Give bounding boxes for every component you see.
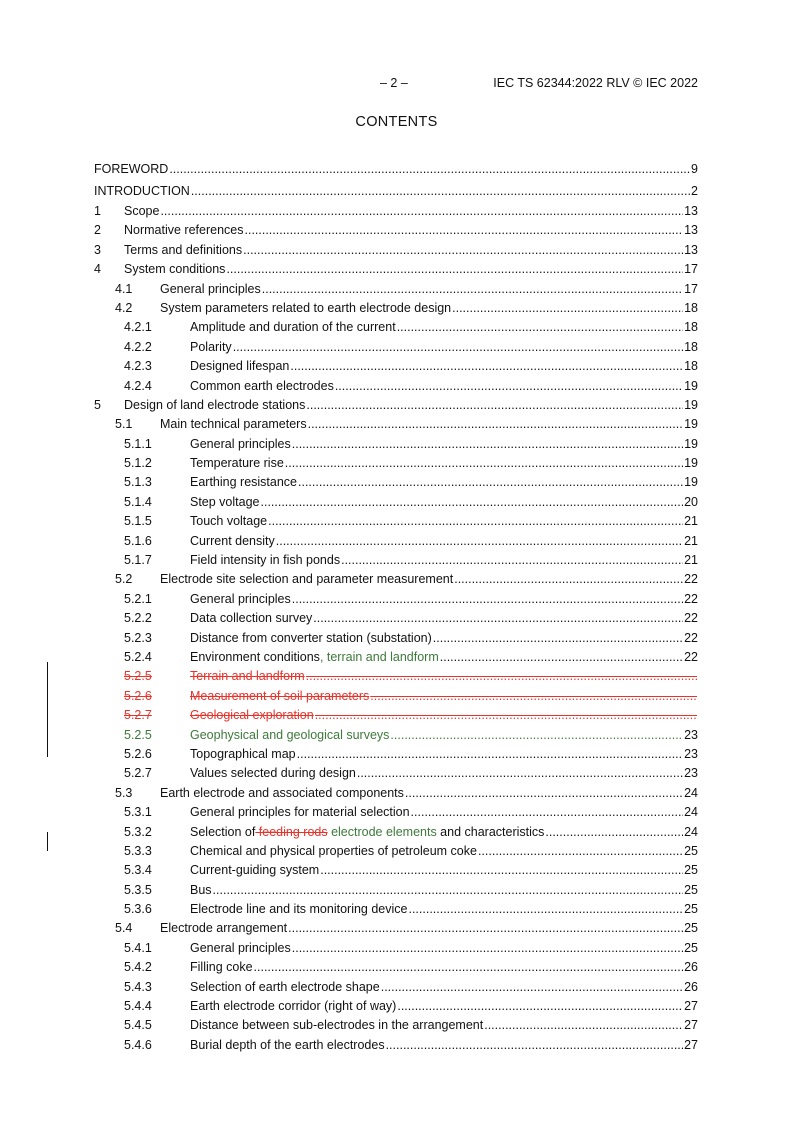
toc-entry-title: Current-guiding system xyxy=(190,863,320,878)
toc-entry-number: 5 xyxy=(94,397,101,412)
toc-entry[interactable] xyxy=(94,377,698,396)
toc-entry-number: 5.1.6 xyxy=(124,533,152,548)
toc-entry-label xyxy=(94,158,168,180)
toc-entry[interactable] xyxy=(94,823,698,842)
toc-entry[interactable] xyxy=(94,551,698,570)
toc-entry-label xyxy=(190,648,439,667)
toc-entry-title: Scope xyxy=(124,204,160,218)
toc-page-number: 18 xyxy=(684,339,698,354)
toc-leader-dots xyxy=(397,997,683,1016)
toc-leader-dots xyxy=(292,590,683,609)
toc-page-number: 18 xyxy=(684,300,698,315)
toc-entry[interactable] xyxy=(94,978,698,997)
toc-page-number: 22 xyxy=(684,572,698,587)
toc-entry-title: Measurement of soil parameters xyxy=(190,688,370,703)
toc-page-number: 20 xyxy=(684,494,698,509)
toc-entry-label xyxy=(190,745,296,764)
toc-leader-dots xyxy=(191,180,690,202)
toc-entry-label xyxy=(190,590,291,609)
toc-entry-title: General principles xyxy=(190,940,291,955)
toc-entry-title: General principles xyxy=(190,591,291,606)
toc-entry-title: Electrode arrangement xyxy=(160,921,288,936)
toc-leader-dots xyxy=(233,338,683,357)
toc-leader-dots xyxy=(268,512,683,531)
toc-entry-label xyxy=(190,629,432,648)
toc-page-number: 21 xyxy=(684,514,698,529)
toc-entry-label xyxy=(124,241,242,260)
toc-entry-number: 5.4.3 xyxy=(124,979,152,994)
toc-entry-label xyxy=(124,221,244,240)
toc-entry-number: 5.3.5 xyxy=(124,882,152,897)
toc-entry-number: 5.1.4 xyxy=(124,494,152,509)
toc-entry-title: General principles xyxy=(190,436,291,451)
toc-leader-dots xyxy=(276,532,683,551)
toc-page-number: 22 xyxy=(684,649,698,664)
toc-entry-title: Current density xyxy=(190,533,275,548)
toc-entry-title: Design of land electrode stations xyxy=(124,397,306,412)
toc-leader-dots xyxy=(433,629,683,648)
toc-entry-number: 4.2 xyxy=(115,300,133,315)
toc-entry-number: 3 xyxy=(94,242,101,257)
toc-entry-number: 5.2.3 xyxy=(124,630,152,645)
toc-leader-dots xyxy=(313,609,683,628)
toc-entry[interactable] xyxy=(94,396,698,415)
toc-entry-title: Terms and definitions xyxy=(124,242,243,257)
toc-leader-dots xyxy=(292,939,683,958)
toc-entry-number: 5.3 xyxy=(115,785,133,800)
toc-leader-dots xyxy=(411,803,684,822)
toc-entry[interactable] xyxy=(94,997,698,1016)
page-title: CONTENTS xyxy=(355,114,438,130)
toc-entry[interactable] xyxy=(94,338,698,357)
toc-leader-dots xyxy=(243,241,683,260)
toc-entry-title: Distance between sub-electrodes in the arrangement xyxy=(190,1018,484,1033)
toc-entry-title: Values selected during design xyxy=(190,766,356,781)
toc-entry-label xyxy=(190,1016,483,1035)
toc-entry-number: 5.4.6 xyxy=(124,1037,152,1052)
toc-leader-dots xyxy=(484,1016,683,1035)
toc-page-number: 25 xyxy=(684,921,698,936)
toc-entry[interactable] xyxy=(94,180,698,202)
toc-leader-dots xyxy=(285,454,683,473)
toc-entry[interactable] xyxy=(94,1036,698,1055)
toc-entry[interactable] xyxy=(94,745,698,764)
toc-page-number: 24 xyxy=(684,824,698,839)
toc-entry-label xyxy=(190,512,267,531)
toc-entry-title: System conditions xyxy=(124,262,226,277)
toc-entry-number: 4.2.3 xyxy=(124,359,152,374)
toc-entry[interactable] xyxy=(94,357,698,376)
toc-leader-dots xyxy=(297,745,683,764)
toc-leader-dots xyxy=(545,823,683,842)
toc-entry-title: General principles xyxy=(160,281,261,296)
toc-page-number: 17 xyxy=(684,281,698,296)
toc-entry-number: 5.2.1 xyxy=(124,591,152,606)
toc-entry[interactable] xyxy=(94,221,698,240)
toc-entry-label xyxy=(190,338,232,357)
toc-page-number: 9 xyxy=(691,162,698,176)
toc-entry-number: 2 xyxy=(94,223,101,238)
toc-entry-title: Bus xyxy=(190,882,212,897)
toc-page-number: 19 xyxy=(684,436,698,451)
toc-entry-title: Chemical and physical properties of petroleum coke xyxy=(190,843,477,858)
toc-entry-title: Terrain and landform xyxy=(190,669,305,684)
change-bar xyxy=(47,662,48,757)
toc-entry-number: 5.4 xyxy=(115,921,133,936)
toc-entry-title: Topographical map xyxy=(190,746,296,761)
toc-entry-title: Filling coke xyxy=(190,960,253,975)
toc-leader-dots xyxy=(226,260,683,279)
toc-entry-label xyxy=(190,1036,385,1055)
toc-entry-label xyxy=(190,958,253,977)
toc-entry-label xyxy=(190,764,356,783)
toc-entry[interactable] xyxy=(94,493,698,512)
toc-entry-number: 5.2.6 xyxy=(124,688,152,703)
toc-page-number: 26 xyxy=(684,960,698,975)
toc-entry-number: 5.1 xyxy=(115,417,133,432)
toc-entry[interactable] xyxy=(94,532,698,551)
toc-leader-dots xyxy=(454,570,683,589)
toc-entry-title: Electrode site selection and parameter measurement xyxy=(160,572,454,587)
toc-entry[interactable] xyxy=(94,512,698,531)
toc-entry-number: 5.2.6 xyxy=(124,746,152,761)
toc-entry-label xyxy=(160,570,453,589)
toc-entry[interactable] xyxy=(94,687,698,706)
toc-entry[interactable] xyxy=(94,280,698,299)
toc-entry-title: Touch voltage xyxy=(190,514,268,529)
toc-page-number: 26 xyxy=(684,979,698,994)
toc-entry-label xyxy=(190,823,544,842)
toc-page-number: 22 xyxy=(684,611,698,626)
toc-entry[interactable] xyxy=(94,473,698,492)
toc-page-number: 22 xyxy=(684,591,698,606)
toc-entry[interactable] xyxy=(94,299,698,318)
change-bar xyxy=(47,832,48,851)
toc-page-number: 23 xyxy=(684,746,698,761)
toc-entry-label xyxy=(160,280,261,299)
toc-entry[interactable] xyxy=(94,570,698,589)
toc-entry-label xyxy=(190,881,212,900)
toc-entry-number: 5.1.5 xyxy=(124,514,152,529)
toc-entry-title: Burial depth of the earth electrodes xyxy=(190,1037,385,1052)
toc-entry-title: Earth electrode corridor (right of way) xyxy=(190,999,397,1014)
toc-page-number: 18 xyxy=(684,320,698,335)
toc-entry-label xyxy=(190,842,477,861)
toc-entry-title: Amplitude and duration of the current xyxy=(190,320,396,335)
toc-entry-title: Selection of xyxy=(190,824,256,839)
toc-entry-number: 4.2.2 xyxy=(124,339,152,354)
toc-entry-number: 5.2 xyxy=(115,572,133,587)
toc-entry-number: 5.3.6 xyxy=(124,902,152,917)
toc-page-number: 27 xyxy=(684,999,698,1014)
toc-page-number: 13 xyxy=(684,204,698,218)
toc-entry[interactable] xyxy=(94,861,698,880)
toc-leader-dots xyxy=(357,764,683,783)
toc-entry-label xyxy=(190,803,410,822)
toc-entry-label xyxy=(190,939,291,958)
toc-entry-number: 5.4.1 xyxy=(124,940,152,955)
toc-entry-label xyxy=(190,978,380,997)
toc-entry[interactable] xyxy=(94,158,698,180)
toc-entry-title: General principles for material selection xyxy=(190,805,410,820)
toc-leader-dots xyxy=(254,958,684,977)
toc-entry[interactable] xyxy=(94,939,698,958)
toc-leader-dots xyxy=(308,415,683,434)
toc-entry-number: 5.2.5 xyxy=(124,669,152,684)
toc-entry[interactable] xyxy=(94,629,698,648)
toc-leader-dots xyxy=(335,377,683,396)
toc-entry[interactable] xyxy=(94,667,698,686)
toc-entry-label xyxy=(190,357,289,376)
toc-leader-dots xyxy=(290,357,683,376)
toc-entry-number: 5.3.4 xyxy=(124,863,152,878)
toc-page-number: 25 xyxy=(684,843,698,858)
toc-page-number: 24 xyxy=(684,785,698,800)
toc-page-number: 27 xyxy=(684,1018,698,1033)
toc-page-number: 13 xyxy=(684,242,698,257)
toc-entry-title: FOREWORD xyxy=(94,162,169,176)
toc-entry[interactable] xyxy=(94,241,698,260)
toc-page-number: 25 xyxy=(684,863,698,878)
toc-entry-label xyxy=(190,706,314,725)
toc-entry-label xyxy=(160,784,404,803)
toc-leader-dots xyxy=(381,978,683,997)
toc-entry-title: Polarity xyxy=(190,339,232,354)
toc-entry-label xyxy=(190,454,284,473)
toc-entry-title: Electrode line and its monitoring device xyxy=(190,902,408,917)
toc-entry-title: Geophysical and geological surveys xyxy=(190,727,390,742)
toc-page-number: 27 xyxy=(684,1037,698,1052)
toc-entry-number: 5.1.7 xyxy=(124,553,152,568)
toc-entry-number: 5.1.2 xyxy=(124,456,152,471)
toc-leader-dots xyxy=(245,221,684,240)
toc-entry-number: 4 xyxy=(94,262,101,277)
toc-entry-number: 5.4.4 xyxy=(124,999,152,1014)
toc-entry-number: 5.2.7 xyxy=(124,766,152,781)
toc-leader-dots xyxy=(341,551,683,570)
toc-entry-title: Data collection survey xyxy=(190,611,313,626)
toc-entry-number: 4.2.1 xyxy=(124,320,152,335)
toc-entry-label xyxy=(190,861,319,880)
toc-page-number: 19 xyxy=(684,397,698,412)
toc-leader-dots xyxy=(306,396,683,415)
toc-entry-title: Common earth electrodes xyxy=(190,378,334,393)
toc-entry-title: Earth electrode and associated components xyxy=(160,785,404,800)
toc-leader-dots xyxy=(261,493,684,512)
toc-entry-number: 4.1 xyxy=(115,281,133,296)
toc-page-number: 19 xyxy=(684,456,698,471)
toc-leader-dots xyxy=(408,900,683,919)
toc-entry[interactable] xyxy=(94,919,698,938)
toc-entry[interactable] xyxy=(94,318,698,337)
toc-entry[interactable] xyxy=(94,764,698,783)
toc-entry-label xyxy=(190,609,312,628)
page-number: – 2 – xyxy=(380,76,408,90)
toc-entry-number: 5.4.5 xyxy=(124,1018,152,1033)
toc-entry-label xyxy=(190,473,297,492)
toc-entry-number: 5.2.4 xyxy=(124,649,152,664)
toc-page-number: 22 xyxy=(684,630,698,645)
toc-page-number: 25 xyxy=(684,902,698,917)
toc-page-number: 25 xyxy=(684,882,698,897)
toc-entry-label xyxy=(190,726,389,745)
toc-entry-number: 5.3.2 xyxy=(124,824,152,839)
toc-entry-label xyxy=(190,900,407,919)
toc-entry-number: 5.2.5 xyxy=(124,727,152,742)
toc-page-number: 21 xyxy=(684,553,698,568)
toc-page-number: 19 xyxy=(684,378,698,393)
toc-leader-dots xyxy=(169,158,690,180)
toc-leader-dots xyxy=(440,648,683,667)
toc-page-number: 2 xyxy=(691,184,698,198)
toc-entry-number: 5.1.3 xyxy=(124,475,152,490)
toc-entry-title: Environment conditions xyxy=(190,649,320,664)
toc-leader-dots xyxy=(213,881,684,900)
toc-entry-number: 5.1.1 xyxy=(124,436,152,451)
toc-page-number: 19 xyxy=(684,475,698,490)
toc-entry[interactable] xyxy=(94,609,698,628)
toc-entry-title-tail: and characteristics xyxy=(436,824,545,839)
toc-entry-number: 5.3.1 xyxy=(124,805,152,820)
toc-entry-number: 5.3.3 xyxy=(124,843,152,858)
toc-entry-label xyxy=(160,299,451,318)
toc-entry-title: Earthing resistance xyxy=(190,475,298,490)
toc-entry-label xyxy=(124,396,305,415)
toc-page-number: 24 xyxy=(684,805,698,820)
toc-entry[interactable] xyxy=(94,958,698,977)
toc-entry-label xyxy=(190,551,340,570)
toc-entry-label xyxy=(124,260,225,279)
toc-entry-title: Normative references xyxy=(124,223,244,238)
toc-entry-title: Step voltage xyxy=(190,494,260,509)
toc-leader-dots xyxy=(452,299,683,318)
table-of-contents xyxy=(94,158,698,1055)
toc-entry-label xyxy=(190,997,396,1016)
toc-entry[interactable] xyxy=(94,726,698,745)
toc-leader-dots xyxy=(478,842,683,861)
toc-entry[interactable] xyxy=(94,842,698,861)
toc-leader-dots xyxy=(292,435,683,454)
toc-page-number: 18 xyxy=(684,359,698,374)
deleted-text: feeding rods xyxy=(255,824,328,839)
toc-entry-label xyxy=(190,687,369,706)
page-header xyxy=(94,76,698,92)
toc-entry-number: 5.2.2 xyxy=(124,611,152,626)
toc-page-number: 17 xyxy=(684,262,698,277)
toc-entry-label xyxy=(190,377,334,396)
toc-page-number: 25 xyxy=(684,940,698,955)
toc-entry[interactable] xyxy=(94,803,698,822)
toc-entry[interactable] xyxy=(94,590,698,609)
inserted-text: electrode elements xyxy=(327,824,437,839)
toc-leader-dots xyxy=(262,280,683,299)
toc-page-number: 13 xyxy=(684,223,698,238)
toc-leader-dots xyxy=(370,687,697,706)
toc-entry-label xyxy=(190,667,305,686)
toc-entry-number: 5.4.2 xyxy=(124,960,152,975)
toc-entry[interactable] xyxy=(94,454,698,473)
toc-entry-label xyxy=(190,435,291,454)
toc-entry-number: 5.2.7 xyxy=(124,708,152,723)
toc-entry-label xyxy=(190,493,260,512)
toc-leader-dots xyxy=(160,202,683,221)
toc-leader-dots xyxy=(306,667,697,686)
toc-entry[interactable] xyxy=(94,648,698,667)
toc-leader-dots xyxy=(405,784,683,803)
toc-entry-title: Geological exploration xyxy=(190,708,314,723)
toc-leader-dots xyxy=(390,726,683,745)
toc-page-number: 19 xyxy=(684,417,698,432)
toc-entry[interactable] xyxy=(94,900,698,919)
toc-entry-title: Selection of earth electrode shape xyxy=(190,979,380,994)
toc-leader-dots xyxy=(320,861,683,880)
toc-entry[interactable] xyxy=(94,415,698,434)
toc-entry-number: 4.2.4 xyxy=(124,378,152,393)
toc-entry-title: System parameters related to earth electrode design xyxy=(160,300,452,315)
toc-entry-title: Distance from converter station (substation) xyxy=(190,630,432,645)
toc-entry-label xyxy=(190,318,396,337)
toc-page-number: 23 xyxy=(684,766,698,781)
toc-entry[interactable] xyxy=(94,706,698,725)
toc-entry-title: Designed lifespan xyxy=(190,359,290,374)
toc-leader-dots xyxy=(397,318,683,337)
toc-entry-label xyxy=(94,180,190,202)
toc-leader-dots xyxy=(386,1036,684,1055)
toc-entry[interactable] xyxy=(94,784,698,803)
toc-entry[interactable] xyxy=(94,202,698,221)
toc-page-number: 23 xyxy=(684,727,698,742)
toc-entry-label xyxy=(160,415,307,434)
inserted-text: , terrain and landform xyxy=(319,649,439,664)
toc-entry-label xyxy=(124,202,159,221)
toc-page-number: 21 xyxy=(684,533,698,548)
toc-entry-title: Temperature rise xyxy=(190,456,284,471)
toc-entry[interactable] xyxy=(94,881,698,900)
toc-entry-label xyxy=(190,532,275,551)
toc-entry-number: 1 xyxy=(94,204,101,218)
toc-leader-dots xyxy=(298,473,683,492)
toc-entry-title: Main technical parameters xyxy=(160,417,307,432)
toc-entry-title: Field intensity in fish ponds xyxy=(190,553,341,568)
toc-entry-label xyxy=(160,919,287,938)
toc-entry-title: INTRODUCTION xyxy=(94,184,190,198)
toc-entry[interactable] xyxy=(94,1016,698,1035)
toc-leader-dots xyxy=(288,919,683,938)
toc-entry[interactable] xyxy=(94,435,698,454)
standard-reference: IEC TS 62344:2022 RLV © IEC 2022 xyxy=(493,76,698,90)
toc-entry[interactable] xyxy=(94,260,698,279)
toc-leader-dots xyxy=(315,706,697,725)
